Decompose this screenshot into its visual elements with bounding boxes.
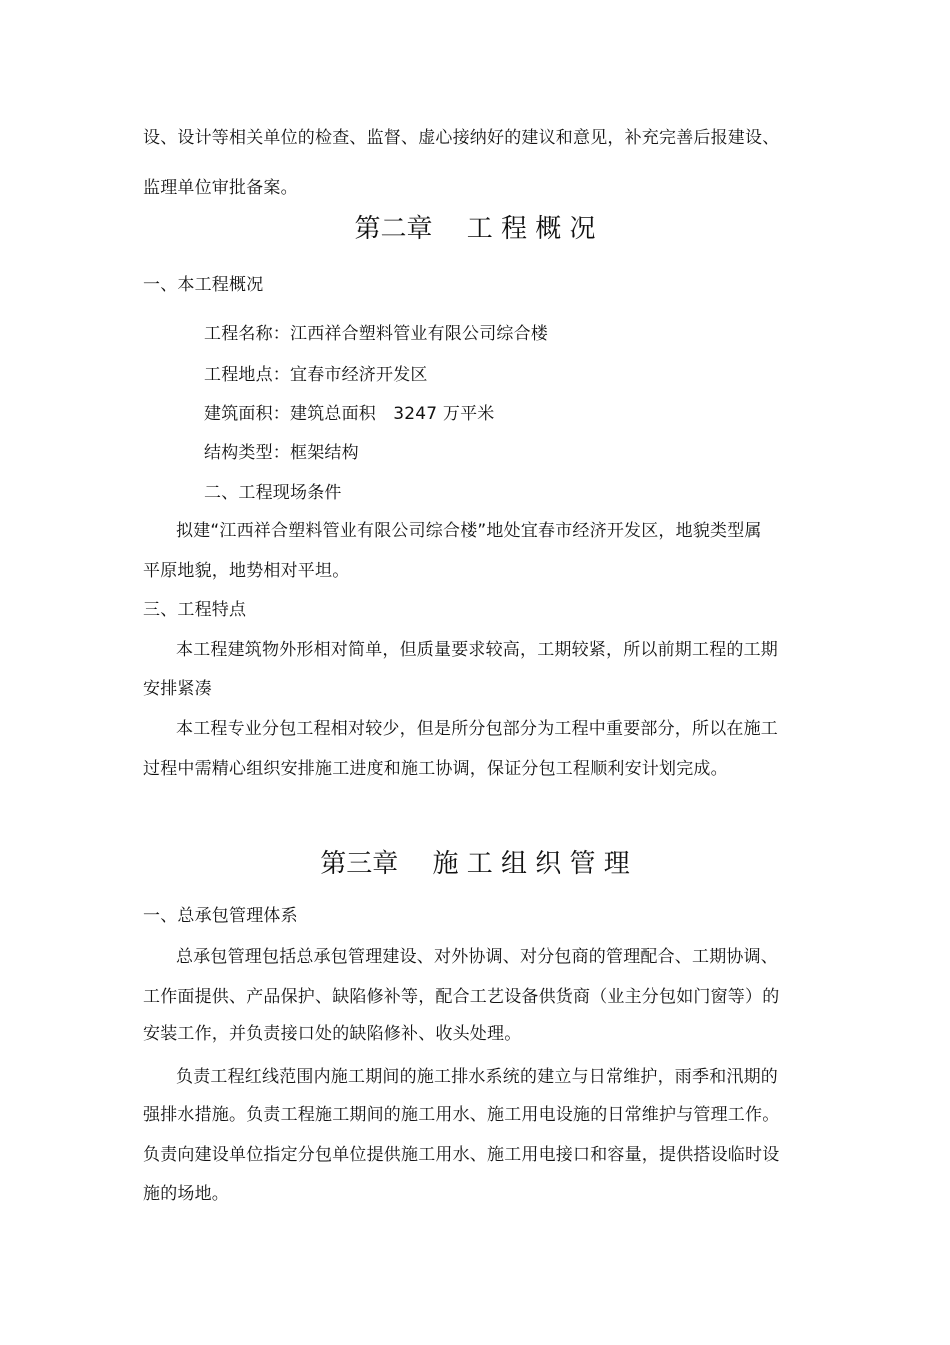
section-heading: 一、总承包管理体系 bbox=[143, 906, 298, 926]
paragraph-line: 工作面提供、产品保护、缺陷修补等，配合工艺设备供货商（业主分包如门窗等）的 bbox=[143, 987, 780, 1007]
paragraph-line: 本工程专业分包工程相对较少，但是所分包部分为工程中重要部分，所以在施工 bbox=[176, 719, 778, 739]
paragraph-line: 负责工程红线范围内施工期间的施工排水系统的建立与日常维护，雨季和汛期的 bbox=[176, 1067, 778, 1087]
paragraph-line: 总承包管理包括总承包管理建设、对外协调、对分包商的管理配合、工期协调、 bbox=[176, 947, 778, 967]
paragraph-line: 本工程建筑物外形相对简单，但质量要求较高，工期较紧，所以前期工程的工期 bbox=[176, 640, 778, 660]
chapter-title: 第三章 施 工 组 织 管 理 bbox=[320, 849, 630, 879]
info-line: 工程名称：江西祥合塑料管业有限公司综合楼 bbox=[204, 324, 548, 344]
paragraph-line: 负责向建设单位指定分包单位提供施工用水、施工用电接口和容量，提供搭设临时设 bbox=[143, 1145, 780, 1165]
section-heading: 三、工程特点 bbox=[143, 600, 247, 620]
paragraph-line: 安装工作，并负责接口处的缺陷修补、收头处理。 bbox=[143, 1024, 522, 1044]
info-line: 建筑面积：建筑总面积 3247 万平米 bbox=[204, 404, 495, 424]
paragraph-line: 监理单位审批备案。 bbox=[143, 178, 298, 198]
paragraph-line: 拟建“江西祥合塑料管业有限公司综合楼”地处宜春市经济开发区，地貌类型属 bbox=[176, 521, 762, 541]
info-line: 工程地点：宜春市经济开发区 bbox=[204, 365, 428, 385]
info-line: 结构类型：框架结构 bbox=[204, 443, 359, 463]
section-heading: 一、本工程概况 bbox=[143, 275, 264, 295]
section-heading: 二、工程现场条件 bbox=[204, 483, 342, 503]
paragraph-line: 设、设计等相关单位的检查、监督、虚心接纳好的建议和意见，补充完善后报建设、 bbox=[143, 128, 780, 148]
paragraph-line: 强排水措施。负责工程施工期间的施工用水、施工用电设施的日常维护与管理工作。 bbox=[143, 1105, 780, 1125]
chapter-title: 第二章 工 程 概 况 bbox=[354, 214, 596, 244]
paragraph-line: 施的场地。 bbox=[143, 1184, 229, 1204]
paragraph-line: 安排紧凑 bbox=[143, 679, 212, 699]
paragraph-line: 平原地貌，地势相对平坦。 bbox=[143, 561, 350, 581]
paragraph-line: 过程中需精心组织安排施工进度和施工协调，保证分包工程顺利安计划完成。 bbox=[143, 759, 728, 779]
